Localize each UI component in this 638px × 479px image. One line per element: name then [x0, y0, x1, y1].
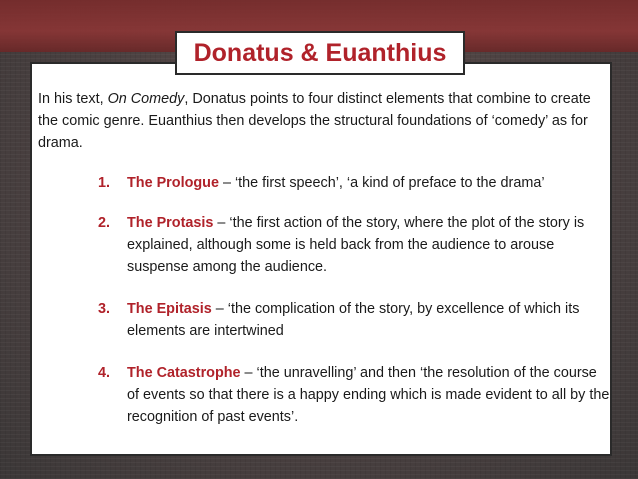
intro-paragraph [38, 88, 610, 154]
intro-text-end: , Donatus points to four distinct elements that combine to create the comic genre. Euanthius then develops the structural foundations of ‘comedy’ as for drama. [38, 91, 591, 151]
book-title: On Comedy [107, 91, 185, 107]
list-item-catastrophe [98, 362, 610, 428]
elements-list [98, 172, 610, 448]
slide-title: Donatus & Euanthius [193, 38, 447, 67]
item-number: 2. [98, 215, 111, 231]
item-term: The Catastrophe [127, 365, 241, 381]
item-term: The Protasis [127, 215, 214, 231]
item-description: – ‘the unravelling’ and then ‘the resolution of the course of events so that there is a happy ending which is made evident to all by the recognition of past events’. [127, 365, 610, 425]
intro-text-start: In his text, [38, 91, 108, 107]
item-term: The Prologue [127, 175, 219, 191]
list-item-protasis [98, 212, 610, 278]
list-item-prologue [98, 172, 610, 194]
item-number: 4. [98, 365, 111, 381]
title-box [175, 31, 465, 75]
item-term: The Epitasis [127, 301, 212, 317]
item-description: – ‘the first speech’, ‘a kind of preface to the drama’ [218, 175, 545, 191]
item-number: 1. [98, 175, 111, 191]
list-item-epitasis [98, 298, 610, 342]
item-description: – ‘the complication of the story, by excellence of which its elements are intertwined [127, 301, 580, 339]
item-description: – ‘the first action of the story, where the plot of the story is explained, although some is held back from the audience to arouse suspense among the audience. [127, 215, 585, 275]
item-number: 3. [98, 301, 111, 317]
